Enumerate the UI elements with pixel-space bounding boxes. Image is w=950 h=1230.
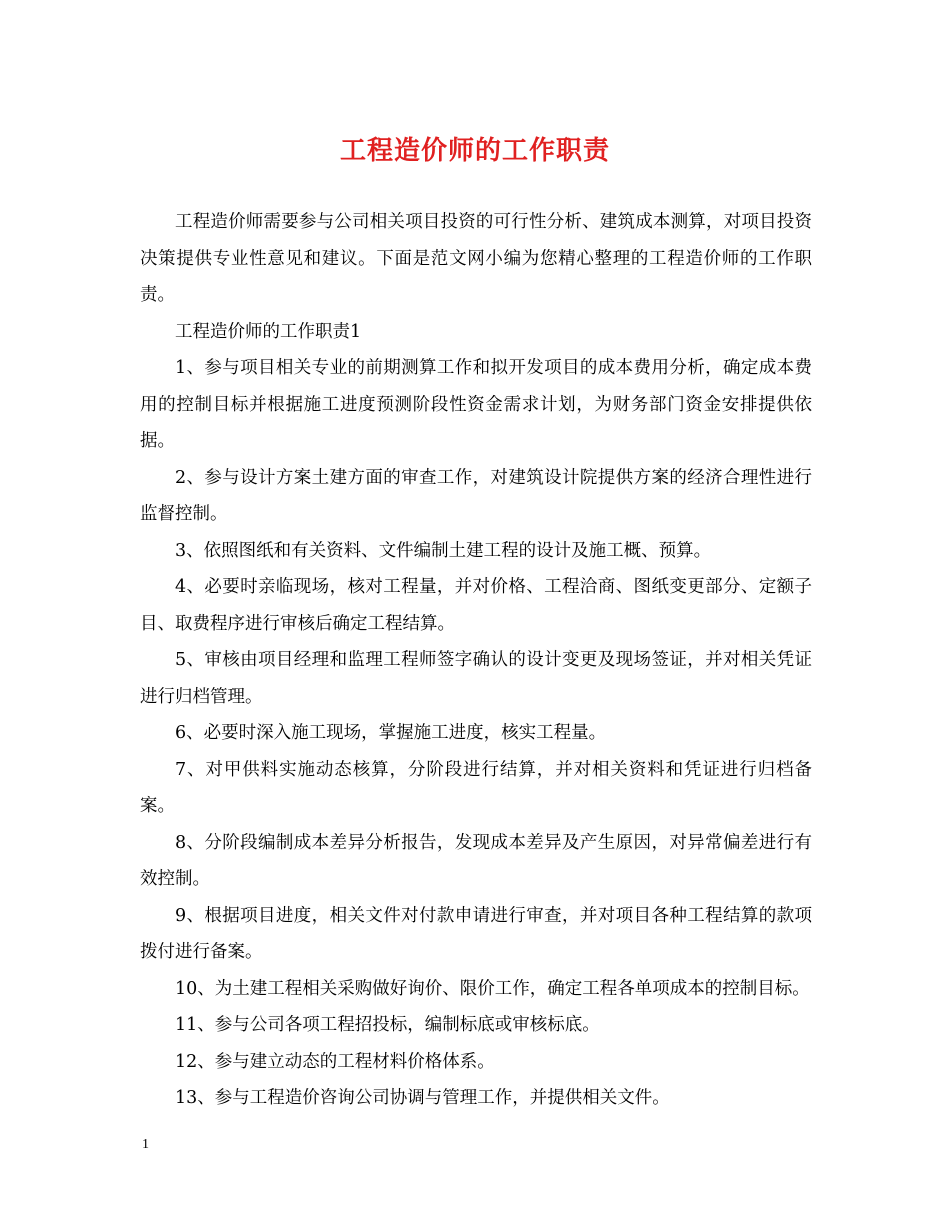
- duty-item-12: 12、参与建立动态的工程材料价格体系。: [175, 1051, 495, 1072]
- duty-item-3: 3、依照图纸和有关资料、文件编制土建工程的设计及施工概、预算。: [175, 540, 712, 561]
- duty-item-9: 9、根据项目进度，相关文件对付款申请进行审查，并对项目各种工程结算的款项拨付进行备案。: [140, 905, 812, 962]
- duty-item-6: 6、必要时深入施工现场，掌握施工进度，核实工程量。: [175, 723, 607, 743]
- duty-item-8: 8、分阶段编制成本差异分析报告，发现成本差异及产生原因，对异常偏差进行有效控制。: [140, 832, 812, 889]
- duty-item-5: 5、审核由项目经理和监理工程师签字确认的设计变更及现场签证，并对相关凭证进行归档管理。: [140, 650, 812, 707]
- duty-item-1: 1、参与项目相关专业的前期测算工作和拟开发项目的成本费用分析，确定成本费用的控制目标并根据施工进度预测阶段性资金需求计划，为财务部门资金安排提供依据。: [140, 358, 812, 451]
- duty-item-4: 4、必要时亲临现场，核对工程量，并对价格、工程洽商、图纸变更部分、定额子目、取费程序进行审核后确定工程结算。: [140, 577, 812, 634]
- intro-paragraph: 工程造价师需要参与公司相关项目投资的可行性分析、建筑成本测算，对项目投资决策提供专业性意见和建议。下面是范文网小编为您精心整理的工程造价师的工作职责。: [140, 212, 812, 305]
- page-number: 1: [142, 1137, 149, 1152]
- section-heading: 工程造价师的工作职责1: [175, 321, 362, 342]
- duty-item-13: 13、参与工程造价咨询公司协调与管理工作，并提供相关文件。: [175, 1088, 670, 1108]
- duty-item-7: 7、对甲供料实施动态核算，分阶段进行结算，并对相关资料和凭证进行归档备案。: [140, 759, 812, 816]
- duty-item-2: 2、参与设计方案土建方面的审查工作，对建筑设计院提供方案的经济合理性进行监督控制。: [140, 467, 812, 524]
- duty-item-10: 10、为土建工程相关采购做好询价、限价工作，确定工程各单项成本的控制目标。: [175, 978, 810, 999]
- duty-item-11: 11、参与公司各项工程招投标，编制标底或审核标底。: [175, 1015, 600, 1035]
- document-body: [140, 204, 812, 1117]
- document-title: 工程造价师的工作职责: [339, 136, 610, 166]
